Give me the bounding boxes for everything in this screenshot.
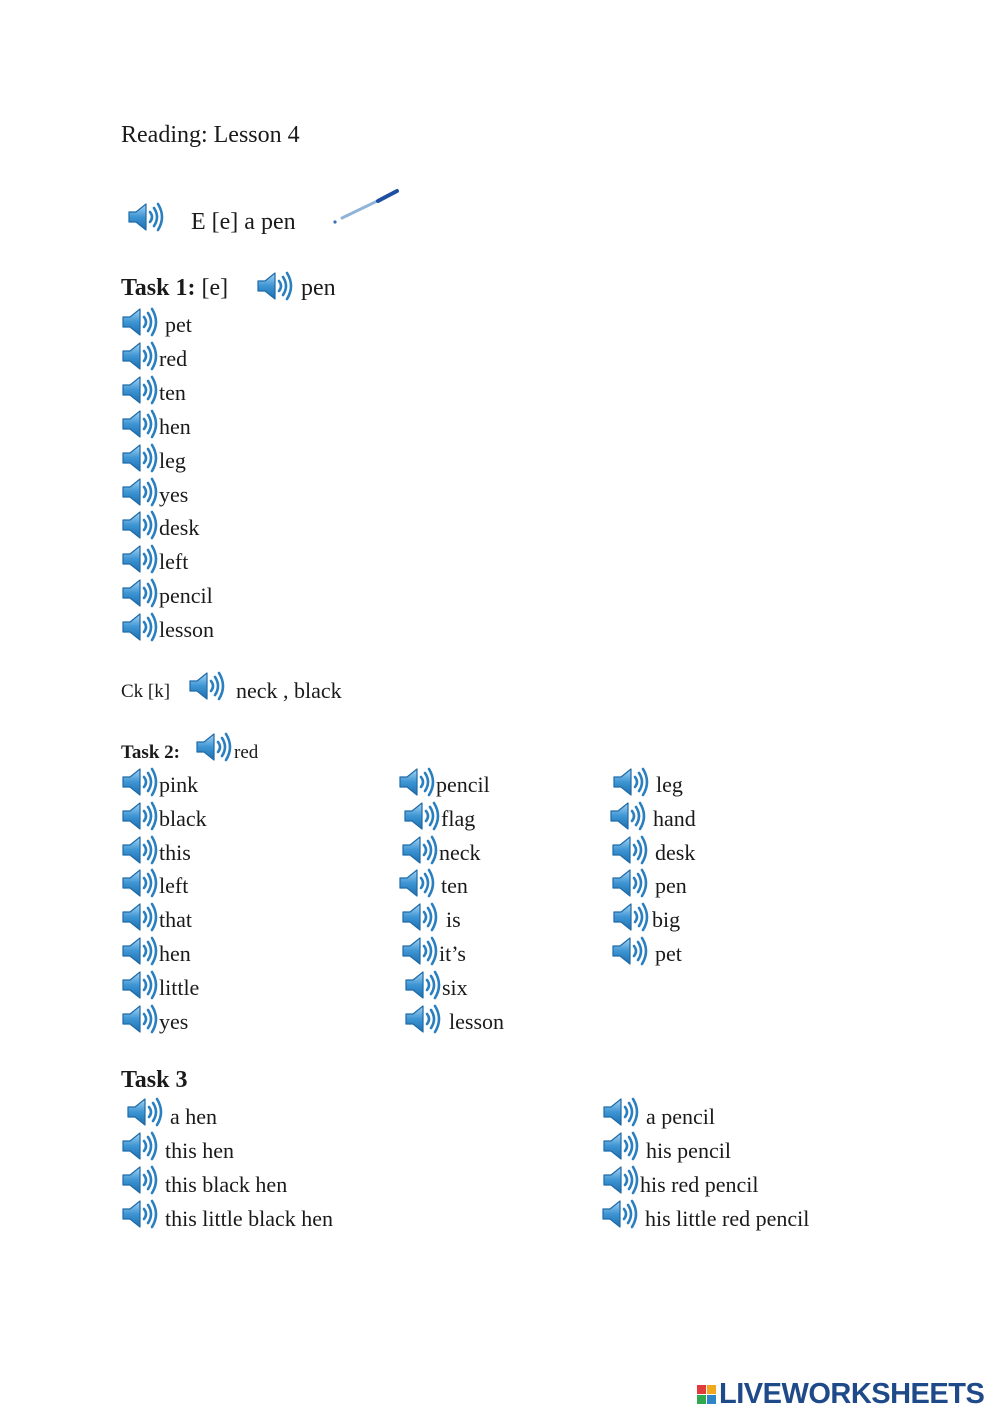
speaker-icon[interactable] — [121, 834, 161, 866]
speaker-icon[interactable] — [256, 270, 296, 302]
speaker-icon[interactable] — [121, 969, 161, 1001]
speaker-icon[interactable] — [195, 731, 235, 763]
list-item: ten — [159, 380, 186, 405]
speaker-icon[interactable] — [121, 800, 161, 832]
speaker-icon[interactable] — [127, 201, 167, 233]
speaker-icon[interactable] — [121, 577, 161, 609]
speaker-icon[interactable] — [121, 543, 161, 575]
speaker-icon[interactable] — [398, 766, 438, 798]
list-item: his pencil — [646, 1138, 731, 1163]
list-item: this little black hen — [165, 1206, 334, 1231]
speaker-icon[interactable] — [404, 1003, 444, 1035]
list-item: a hen — [170, 1104, 218, 1129]
speaker-icon[interactable] — [401, 834, 441, 866]
list-item: hand — [653, 806, 696, 831]
speaker-icon[interactable] — [121, 374, 161, 406]
list-item: left — [159, 549, 189, 574]
task1-example: pen — [301, 275, 336, 301]
speaker-icon[interactable] — [611, 834, 651, 866]
list-item: a pencil — [646, 1104, 716, 1129]
list-item: flag — [441, 806, 476, 831]
speaker-icon[interactable] — [126, 1096, 166, 1128]
list-item: this — [159, 840, 191, 865]
speaker-icon[interactable] — [601, 1198, 641, 1230]
ck-label: Ck [k] — [121, 681, 171, 702]
task1-heading — [121, 275, 228, 302]
speaker-icon[interactable] — [121, 901, 161, 933]
list-item: ten — [441, 873, 468, 898]
speaker-icon[interactable] — [121, 1003, 161, 1035]
list-item: left — [159, 873, 189, 898]
speaker-icon[interactable] — [609, 800, 649, 832]
speaker-icon[interactable] — [398, 867, 438, 899]
list-item: pet — [165, 312, 192, 337]
list-item: red — [159, 346, 188, 371]
speaker-icon[interactable] — [121, 442, 161, 474]
speaker-icon[interactable] — [121, 306, 161, 338]
list-item: yes — [159, 482, 189, 507]
speaker-icon[interactable] — [121, 509, 161, 541]
speaker-icon[interactable] — [121, 611, 161, 643]
speaker-icon[interactable] — [612, 766, 652, 798]
speaker-icon[interactable] — [121, 476, 161, 508]
speaker-icon[interactable] — [121, 1130, 161, 1162]
task2-example: red — [234, 742, 259, 763]
list-item: neck — [439, 840, 481, 865]
speaker-icon[interactable] — [121, 1164, 161, 1196]
speaker-icon[interactable] — [602, 1096, 642, 1128]
speaker-icon[interactable] — [121, 1198, 161, 1230]
speaker-icon[interactable] — [602, 1130, 642, 1162]
speaker-icon[interactable] — [612, 901, 652, 933]
list-item: desk — [159, 515, 200, 540]
list-item: black — [159, 806, 207, 831]
list-item: hen — [159, 414, 191, 439]
logo-mark-icon — [697, 1385, 716, 1404]
list-item: pencil — [159, 583, 213, 608]
list-item: is — [446, 907, 461, 932]
list-item: his little red pencil — [645, 1206, 810, 1231]
list-item: leg — [656, 772, 683, 797]
speaker-icon[interactable] — [403, 800, 443, 832]
list-item: leg — [159, 448, 186, 473]
speaker-icon[interactable] — [401, 935, 441, 967]
list-item: pink — [159, 772, 199, 797]
speaker-icon[interactable] — [121, 867, 161, 899]
speaker-icon[interactable] — [121, 408, 161, 440]
list-item: this hen — [165, 1138, 235, 1163]
list-item: pet — [655, 941, 682, 966]
list-item: hen — [159, 941, 191, 966]
liveworksheets-logo[interactable] — [697, 1378, 984, 1410]
speaker-icon[interactable] — [188, 670, 228, 702]
ck-words: neck , black — [236, 678, 342, 703]
logo-text: LIVEWORKSHEETS — [719, 1377, 985, 1410]
list-item: little — [159, 975, 200, 1000]
list-item: pencil — [436, 772, 490, 797]
task3-label: Task 3 — [121, 1067, 188, 1093]
list-item: his red pencil — [640, 1172, 759, 1197]
speaker-icon[interactable] — [121, 766, 161, 798]
task1-label: Task 1: — [121, 275, 196, 301]
speaker-icon[interactable] — [611, 867, 651, 899]
list-item: yes — [159, 1009, 189, 1034]
speaker-icon[interactable] — [401, 901, 441, 933]
speaker-icon[interactable] — [121, 340, 161, 372]
speaker-icon[interactable] — [404, 969, 444, 1001]
list-item: desk — [655, 840, 696, 865]
intro-text: E [e] a pen — [191, 209, 296, 235]
list-item: lesson — [159, 617, 214, 642]
list-item: big — [652, 907, 681, 932]
list-item: this black hen — [165, 1172, 288, 1197]
list-item: six — [442, 975, 468, 1000]
task2-label: Task 2: — [121, 742, 180, 763]
list-item: it’s — [439, 941, 466, 966]
speaker-icon[interactable] — [602, 1164, 642, 1196]
speaker-icon[interactable] — [611, 935, 651, 967]
speaker-icon[interactable] — [121, 935, 161, 967]
pen-icon — [330, 186, 402, 228]
list-item: lesson — [449, 1009, 504, 1034]
list-item: pen — [655, 873, 687, 898]
list-item: that — [159, 907, 192, 932]
page-title: Reading: Lesson 4 — [121, 122, 300, 148]
task1-sound: [e] — [201, 275, 229, 301]
